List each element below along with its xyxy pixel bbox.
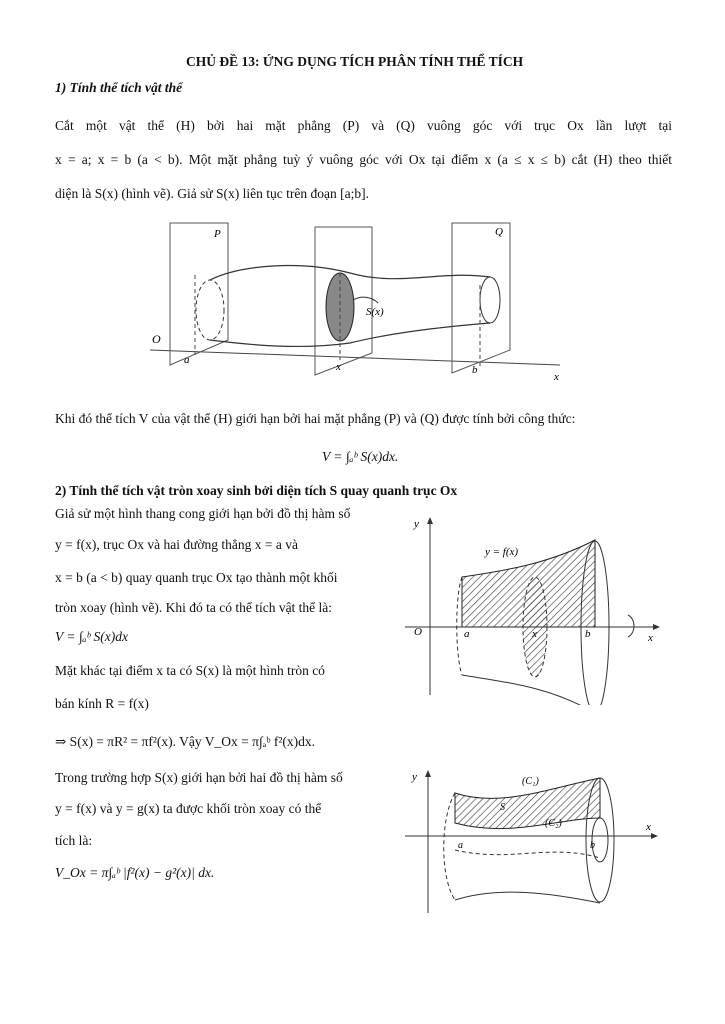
section2-line5: V = ∫ₐᵇ S(x)dx <box>55 629 128 644</box>
section2-line9: Trong trường hợp S(x) giới hạn bởi hai đồ thị hàm số <box>55 770 343 785</box>
fig2-label-x: x <box>532 628 537 640</box>
section2-line12: V_Ox = π∫ₐᵇ |f²(x) − g²(x)| dx. <box>55 865 215 880</box>
section1-formula: V = ∫ₐᵇ S(x)dx. <box>322 449 399 464</box>
fig3-label-S: S <box>500 802 505 813</box>
section1-heading: 1) Tính thể tích vật thể <box>55 80 183 95</box>
fig3-label-b: b <box>590 840 595 851</box>
figure-revolution-between-curves <box>400 768 665 918</box>
figure-solid-of-revolution <box>400 515 665 705</box>
fig1-label-b: b <box>472 364 478 376</box>
fig2-label-xaxis: x <box>648 632 653 644</box>
section2-line10: y = f(x) và y = g(x) ta được khối tròn xoay có thể <box>55 801 322 816</box>
section2-heading: 2) Tính thể tích vật tròn xoay sinh bởi diện tích S quay quanh trục Ox <box>55 483 458 498</box>
fig1-label-P: P <box>214 228 221 240</box>
section2-line1: Giả sử một hình thang cong giới hạn bởi đồ thị hàm số <box>55 506 351 521</box>
fig3-label-C1: (C₁) <box>522 776 539 787</box>
section2-line2: y = f(x), trục Ox và hai đường thẳng x = a và <box>55 537 298 552</box>
figure-solid-cross-section <box>140 215 570 385</box>
fig3-label-C2: (C₂) <box>545 818 562 829</box>
fig2-label-O: O <box>414 626 422 638</box>
fig2-label-fx: y = f(x) <box>485 546 519 558</box>
section2-line11: tích là: <box>55 833 93 848</box>
fig3-label-y: y <box>412 771 417 783</box>
page-title: CHỦ ĐỀ 13: ỨNG DỤNG TÍCH PHÂN TÍNH THỂ TÍCH <box>186 54 524 69</box>
fig1-label-S: S(x) <box>366 306 384 318</box>
fig2-label-y: y <box>414 518 419 530</box>
section2-line8: ⇒ S(x) = πR² = πf²(x). Vậy V_Ox = π∫ₐᵇ f²(x)dx. <box>55 734 316 749</box>
fig1-label-x: x <box>336 361 341 373</box>
fig2-label-a: a <box>464 628 470 640</box>
section2-line4: tròn xoay (hình vẽ). Khi đó ta có thể tích vật thể là: <box>55 600 333 615</box>
fig2-label-b: b <box>585 628 591 640</box>
fig1-label-xaxis: x <box>554 371 559 383</box>
section1-paragraph-line2: x = a; x = b (a < b). Một mặt phẳng tuỳ ý vuông góc với Ox tại điểm x (a ≤ x ≤ b) cắt (H) theo thiết <box>55 152 672 167</box>
section2-line6: Mặt khác tại điểm x ta có S(x) là một hình tròn có <box>55 663 325 678</box>
fig3-label-a: a <box>458 840 463 851</box>
section1-paragraph-line3: diện là S(x) (hình vẽ). Giả sử S(x) liên tục trên đoạn [a;b]. <box>55 186 369 201</box>
fig3-label-xaxis: x <box>646 821 651 833</box>
section1-paragraph-line1: Cắt một vật thể (H) bởi hai mặt phẳng (P) và (Q) vuông góc với trục Ox lần lượt tại <box>55 118 672 133</box>
section2-line3: x = b (a < b) quay quanh trục Ox tạo thành một khối <box>55 570 338 585</box>
section2-line7: bán kính R = f(x) <box>55 696 149 711</box>
section1-paragraph2: Khi đó thể tích V của vật thể (H) giới hạn bởi hai mặt phẳng (P) và (Q) được tính bởi công thức: <box>55 411 576 426</box>
fig1-label-a: a <box>184 354 190 366</box>
fig1-label-Q: Q <box>495 226 503 238</box>
fig1-label-O: O <box>152 332 161 346</box>
